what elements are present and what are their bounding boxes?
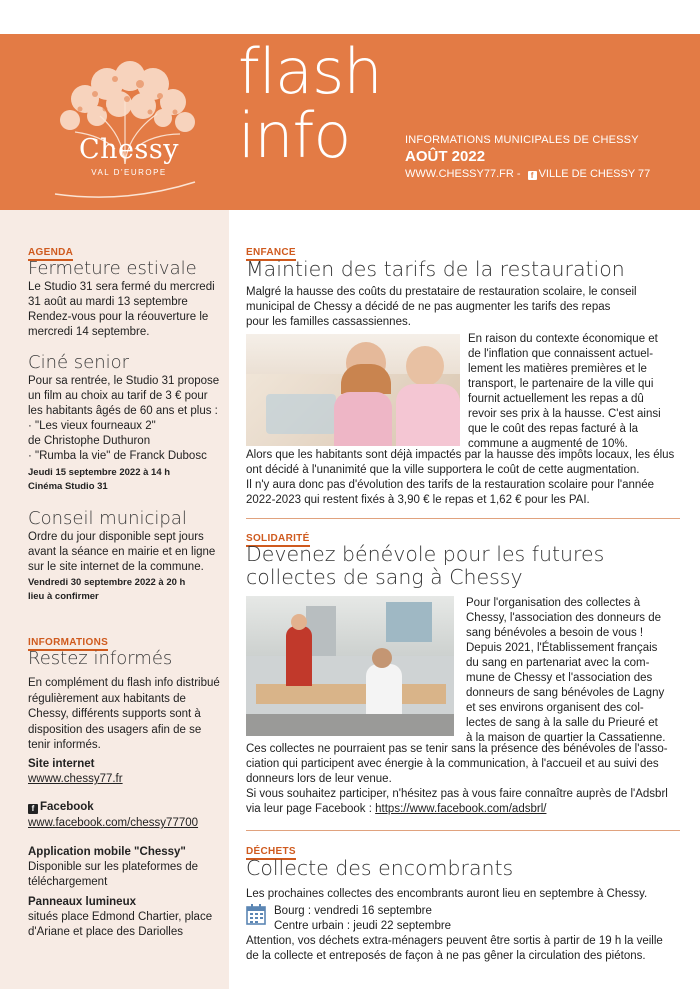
- text-line: fournit actuellement les repas a dû: [468, 393, 644, 405]
- solidarite-bottom-text: [246, 742, 680, 817]
- text-line: du sang en partenariat avec la com-: [466, 657, 650, 669]
- logo-text: Chessy: [79, 134, 179, 165]
- solidarite-right-text: [466, 596, 680, 746]
- conseil-date: Vendredi 30 septembre 2022 à 20 h: [28, 577, 186, 588]
- photo-table: [256, 684, 446, 704]
- section-divider: [246, 830, 680, 831]
- cine-body: [28, 374, 224, 464]
- agenda-tag: AGENDA: [28, 247, 73, 261]
- dechets-bottom-text: [246, 934, 680, 964]
- informations-title: Restez informés: [28, 648, 173, 669]
- text-line: de la collecte et entreposés de façon à ne pas gêner la circulation des piétons.: [246, 950, 646, 962]
- facebook-icon: f: [528, 171, 537, 180]
- blood-drive-photo: [246, 596, 454, 736]
- text-line: téléchargement: [28, 876, 108, 888]
- text-line: situés place Edmond Chartier, place: [28, 911, 213, 923]
- text-line: mune de Chessy et l'association des: [466, 672, 653, 684]
- text-line: Pour sa rentrée, le Studio 31 propose: [28, 375, 220, 387]
- text-line: Alors que les habitants sont déjà impactés par la hausse des impôts locaux, les élus: [246, 449, 675, 461]
- text-line: un film au choix au tarif de 3 € pour: [28, 390, 208, 402]
- title-line: collectes de sang à Chessy: [246, 565, 523, 589]
- text-line: ont décidé à l'unanimité que la ville supportera le coût de cette augmentation.: [246, 464, 640, 476]
- facebook-link[interactable]: www.facebook.com/chessy77700: [28, 817, 199, 829]
- text-line: Chessy, différents supports sont à: [28, 708, 201, 720]
- header-separator: -: [516, 168, 521, 180]
- text-line: disposition des usagers afin de se: [28, 723, 202, 736]
- text-line: et ses environs organisent des col-: [466, 702, 644, 714]
- photo-girl-shirt: [396, 384, 460, 446]
- header-banner: [0, 34, 700, 210]
- text-line: Ces collectes ne pourraient pas se tenir sans la présence des bénévoles de l'asso-: [246, 743, 668, 755]
- flash-word: flash: [238, 35, 382, 108]
- text-line: pour les familles cassassiennes.: [246, 316, 411, 328]
- enfance-title: Maintien des tarifs de la restauration: [246, 257, 625, 281]
- panneaux-body: [28, 910, 212, 940]
- logo-subtext: VAL D'EUROPE: [91, 168, 167, 177]
- photo-child-shirt: [334, 392, 392, 446]
- dechets-title: Collecte des encombrants: [246, 856, 514, 880]
- text-line: commune a augmenté de 10%.: [468, 438, 628, 450]
- solidarite-title: [246, 543, 604, 589]
- text-line: Si vous souhaitez participer, n'hésitez pas à vous faire connaître auprès de l'Adsbrl: [246, 788, 668, 800]
- dechets-intro: Les prochaines collectes des encombrants auront lieu en septembre à Chessy.: [246, 888, 648, 900]
- text-line: Chessy, l'association des donneurs de: [466, 612, 662, 624]
- text-line: donneurs lors de leur venue.: [246, 773, 392, 785]
- bourg-date: Bourg : vendredi 16 septembre: [274, 905, 432, 917]
- header-contact: [405, 168, 650, 180]
- photo-donor: [366, 664, 402, 714]
- text-line: municipal de Chessy a décidé de ne pas augmenter les tarifs des repas: [246, 301, 611, 313]
- flash-info-title: [238, 35, 382, 172]
- photo-child-hair: [341, 364, 391, 394]
- text-line: Ordre du jour disponible sept jours: [28, 531, 204, 543]
- text-line: Attention, vos déchets extra-ménagers peuvent être sortis à partir de 19 h la veille: [246, 935, 663, 947]
- text-line: En complément du flash info distribué: [28, 677, 220, 689]
- header-info: [405, 134, 650, 180]
- text-line: mercredi 14 septembre.: [28, 326, 150, 338]
- text-line: à la maison de quartier la Cassatienne.: [466, 732, 666, 744]
- text-line: donneurs de sang bénévoles de Lagny: [466, 687, 665, 699]
- text-line: lement les matières premières et le: [468, 363, 647, 375]
- informations-body: [28, 676, 220, 754]
- text-line: · "Les vieux fourneaux 2": [28, 420, 156, 432]
- header-month: AOÛT 2022: [405, 148, 486, 165]
- title-line: Devenez bénévole pour les futures: [246, 542, 605, 566]
- conseil-place: lieu à confirmer: [28, 591, 99, 602]
- text-line: transport, le partenaire de la ville qui: [468, 378, 654, 390]
- panneaux-label: Panneaux lumineux: [28, 896, 137, 908]
- text-line: régulièrement aux habitants de: [28, 692, 186, 705]
- text-line: · "Rumba la vie" de Franck Dubosc: [28, 450, 207, 462]
- text-line: sur le site internet de la commune.: [28, 561, 204, 573]
- photo-volunteer: [286, 626, 312, 686]
- solidarite-tag: SOLIDARITÉ: [246, 533, 310, 547]
- facebook-label: Facebook: [40, 801, 94, 813]
- informations-tag: INFORMATIONS: [28, 637, 108, 651]
- text-line: tenir informés.: [28, 739, 101, 751]
- header-facebook[interactable]: VILLE DE CHESSY 77: [538, 168, 651, 180]
- app-label: Application mobile "Chessy": [28, 846, 186, 858]
- calendar-icon: [246, 904, 266, 931]
- chessy-logo: [45, 54, 205, 204]
- fermeture-body: [28, 280, 223, 340]
- text-line: avant la séance en mairie et en ligne: [28, 546, 216, 558]
- enfance-right-text: [468, 332, 680, 452]
- section-divider: [246, 518, 680, 519]
- text-line: que le coût des repas facturé à la: [468, 423, 639, 435]
- header-subtitle: INFORMATIONS MUNICIPALES DE CHESSY: [405, 134, 639, 146]
- conseil-title: Conseil municipal: [28, 508, 187, 529]
- text-line: Rendez-vous pour la réouverture le: [28, 311, 209, 323]
- conseil-body: [28, 530, 224, 575]
- info-word: info: [238, 99, 351, 172]
- text-line: Il n'y aura donc pas d'évolution des tarifs de la restauration scolaire pour l'année: [246, 479, 655, 491]
- photo-volunteer-head: [291, 614, 307, 630]
- centre-date: Centre urbain : jeudi 22 septembre: [274, 920, 452, 932]
- text-line: les habitants âgés de 60 ans et plus :: [28, 405, 218, 417]
- text-line: Malgré la hausse des coûts du prestataire de restauration scolaire, le conseil: [246, 286, 637, 298]
- enfance-bottom-text: [246, 448, 680, 508]
- site-label: Site internet: [28, 758, 95, 770]
- canteen-children-photo: [246, 334, 460, 446]
- text-line: de l'inflation que connaissent actuel-: [468, 348, 654, 360]
- text-span: via leur page Facebook :: [246, 803, 376, 815]
- tree-icon: [45, 54, 205, 204]
- enfance-intro: [246, 285, 680, 330]
- header-website[interactable]: WWW.CHESSY77.FR: [405, 168, 514, 180]
- text-line: Le Studio 31 sera fermé du mercredi: [28, 281, 215, 293]
- text-line: 31 août au mardi 13 septembre: [28, 296, 188, 308]
- text-line: Disponible sur les plateformes de: [28, 861, 199, 873]
- text-line: revoir ses prix à la hausse. C'est ainsi: [468, 408, 661, 420]
- text-line: ciation qui participent avec énergie à la communication, à l'accueil et au suivi des: [246, 758, 659, 770]
- photo-window: [386, 602, 432, 642]
- text-line: lectes de sang à la salle du Prieuré et: [466, 717, 658, 729]
- text-line: de Christophe Duthuron: [28, 435, 151, 447]
- text-line: 2022-2023 qui restent fixés à 3,90 € le repas et 1,62 € pour les PAI.: [246, 494, 590, 506]
- text-line: sang bénévoles a besoin de vous !: [466, 627, 644, 639]
- cine-place: Cinéma Studio 31: [28, 481, 108, 492]
- facebook-icon: f: [28, 804, 38, 814]
- sidebar: [0, 210, 229, 989]
- app-body: [28, 860, 198, 890]
- text-line: Depuis 2021, l'Établissement français: [466, 642, 658, 654]
- photo-tray: [266, 394, 336, 434]
- facebook-label-row: [28, 800, 94, 815]
- text-line: [246, 802, 680, 817]
- enfance-tag: ENFANCE: [246, 247, 296, 261]
- photo-donor-head: [372, 648, 392, 668]
- text-line: Pour l'organisation des collectes à: [466, 597, 641, 609]
- cine-date: Jeudi 15 septembre 2022 à 14 h: [28, 467, 171, 478]
- text-line: En raison du contexte économique et: [468, 333, 658, 345]
- dechets-tag: DÉCHETS: [246, 846, 296, 860]
- fermeture-title: Fermeture estivale: [28, 258, 197, 279]
- text-line: d'Ariane et place des Dariolles: [28, 926, 183, 938]
- site-link[interactable]: wwww.chessy77.fr: [28, 773, 123, 785]
- photo-girl-head: [406, 346, 444, 386]
- adsbrl-facebook-link[interactable]: https://www.facebook.com/adsbrl/: [375, 803, 547, 815]
- cine-title: Ciné senior: [28, 352, 130, 373]
- photo-floor: [246, 714, 454, 736]
